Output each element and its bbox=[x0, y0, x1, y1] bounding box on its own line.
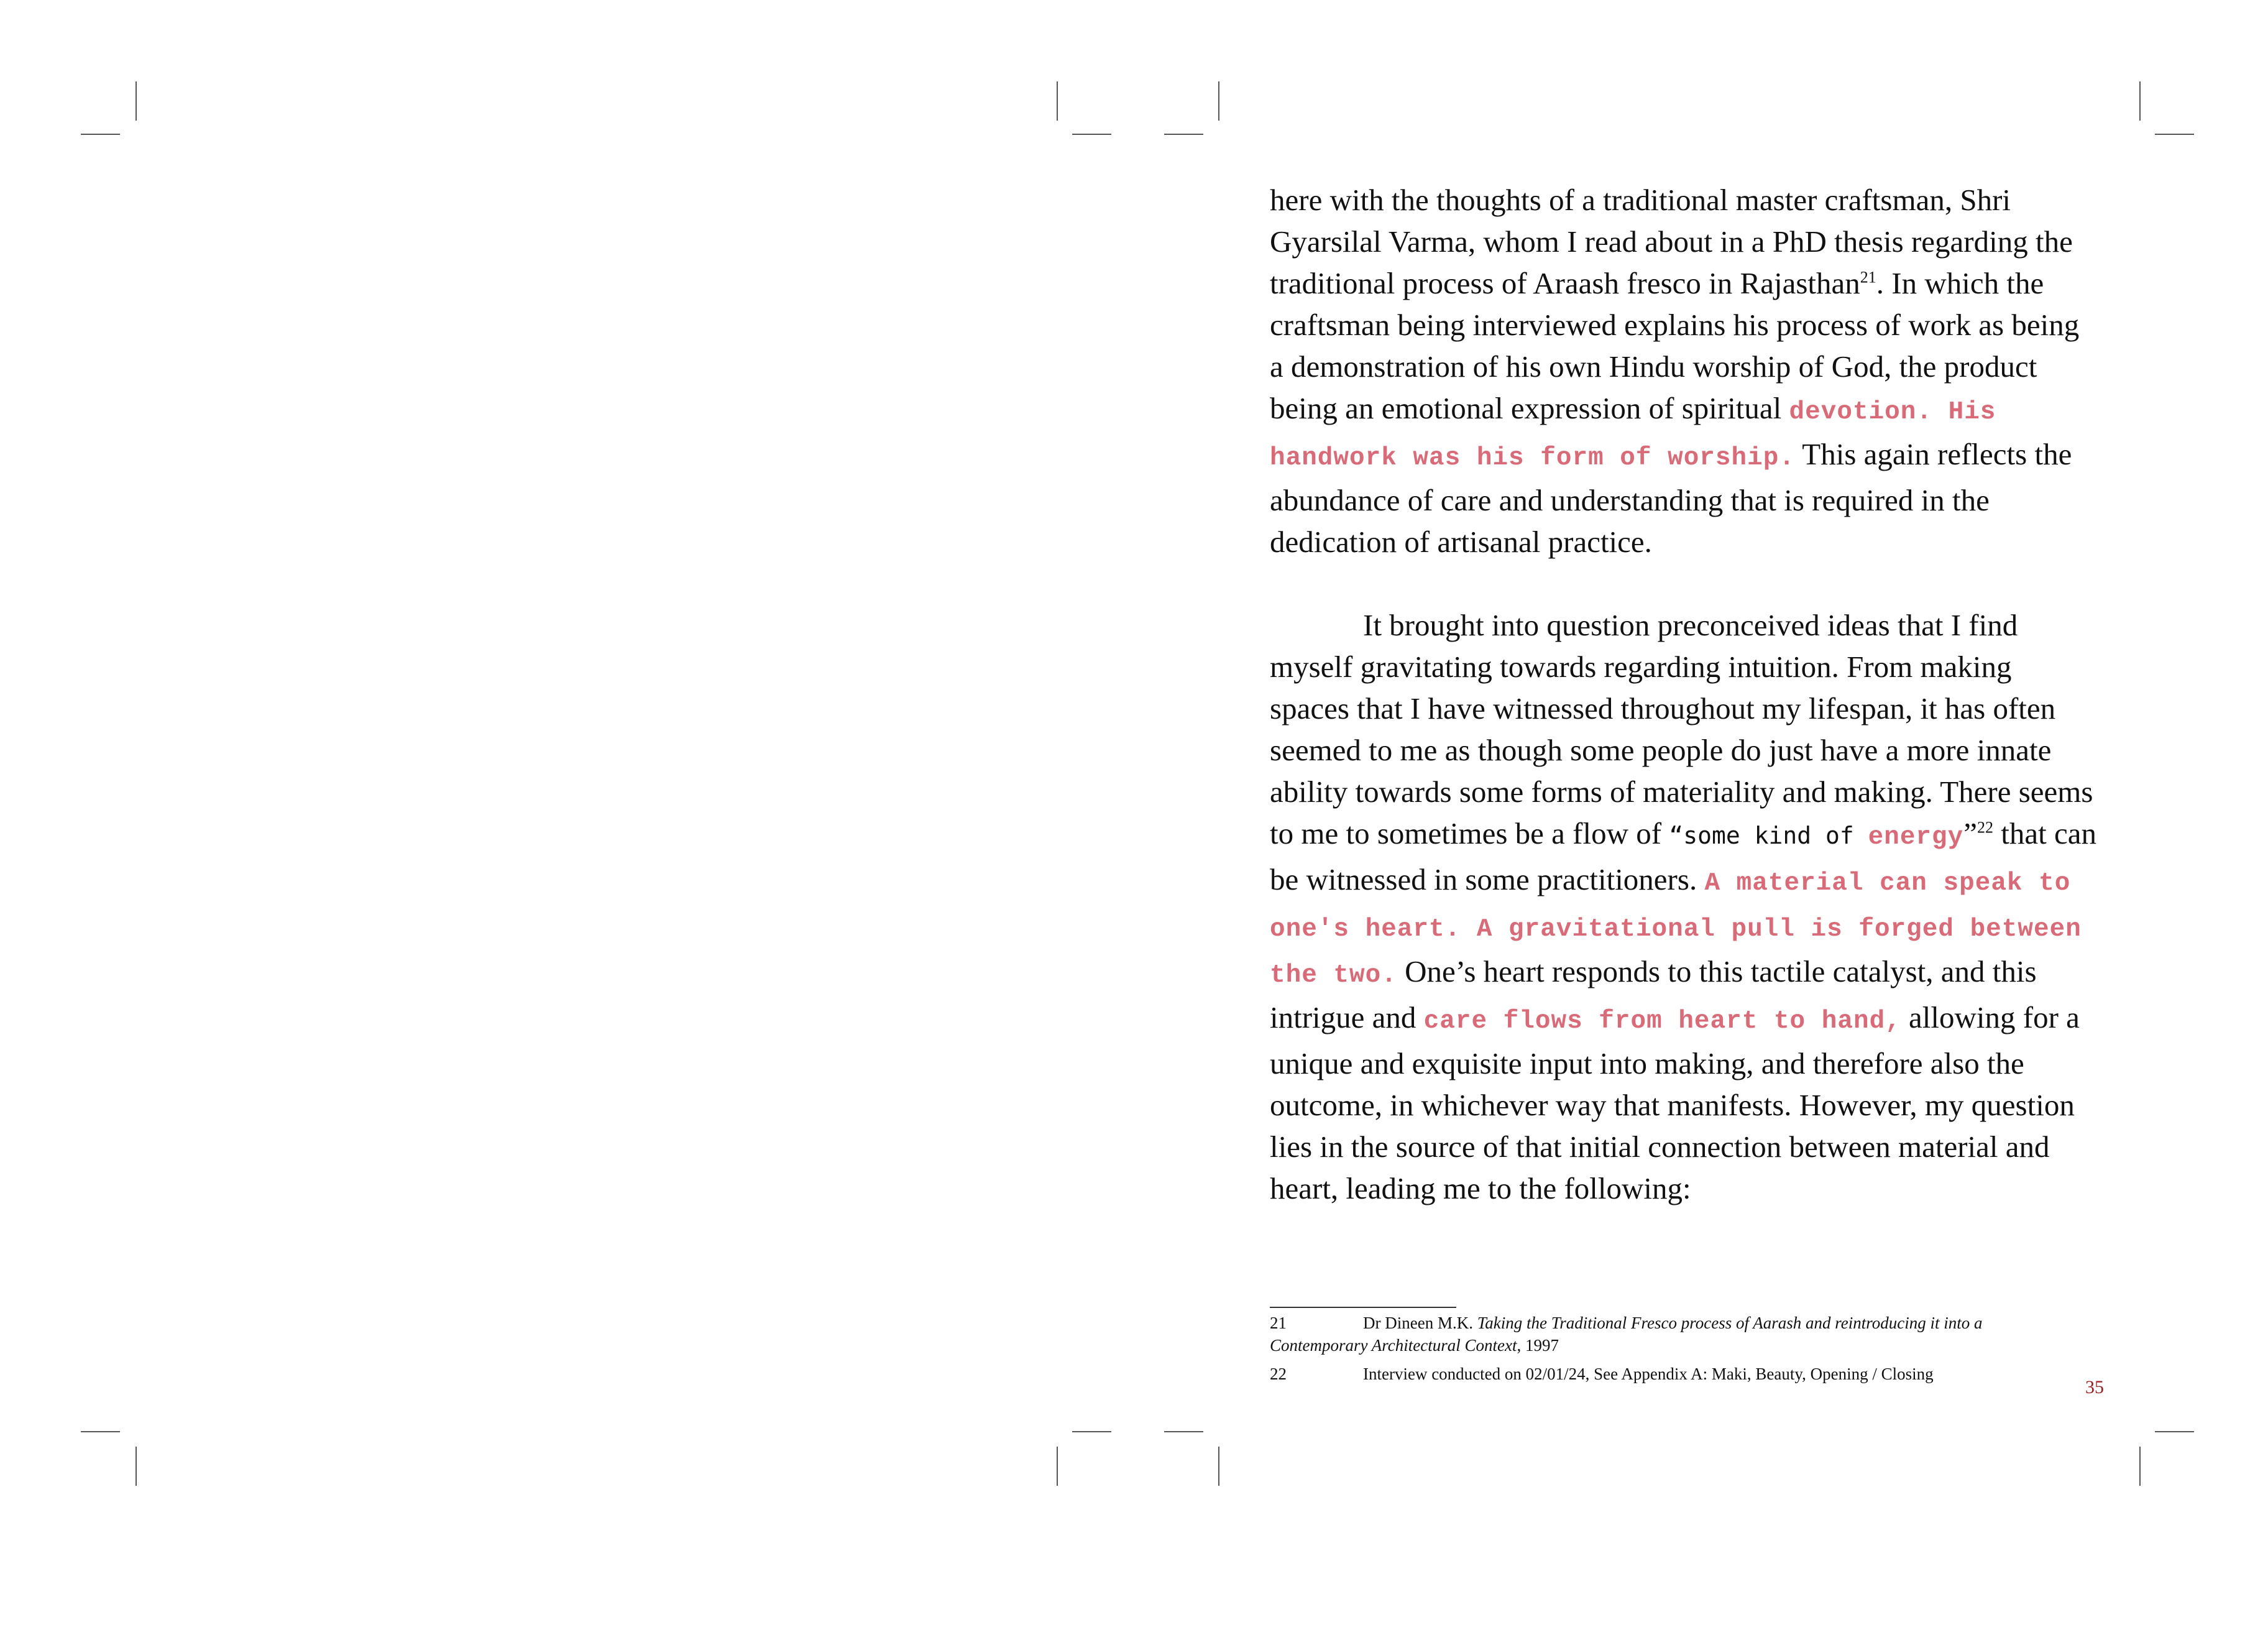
crop-mark bbox=[1218, 81, 1219, 121]
crop-mark bbox=[1057, 81, 1058, 121]
crop-mark bbox=[1072, 134, 1111, 135]
body-text bbox=[1270, 179, 2096, 1209]
interview-quote: “some kind of bbox=[1669, 822, 1868, 849]
footnote-number: 21 bbox=[1270, 1314, 1287, 1332]
paragraph-text: here with the thoughts of a traditional master craftsman, Shri Gyarsilal Varma, whom I read about in a PhD thesis regarding the traditional process of Araash fresco in Rajasthan bbox=[1270, 183, 2073, 300]
paragraph-text: allowing for a unique and exquisite input into making, and therefore also the outcome, in whichever way that manifests. However, my question lies in the source of that initial connection between material and heart, leading me to the following: bbox=[1270, 1000, 2080, 1205]
page-number: 35 bbox=[2085, 1377, 2104, 1397]
stamped-phrase: A material can speak to one's heart. A gravitational pull is forged between the two. bbox=[1270, 869, 2082, 990]
stamped-phrase: care flows from heart to hand, bbox=[1423, 1007, 1901, 1036]
footnote-divider bbox=[1270, 1307, 1456, 1308]
crop-mark bbox=[135, 1447, 137, 1486]
paragraph-text: . In which the craftsman being interviewed explains his process of work as being a demonstration of his own Hindu worship of God, the product being an emotional expression of spiritual bbox=[1270, 266, 2080, 425]
footnote-21 bbox=[1270, 1312, 2078, 1356]
stamped-phrase: devotion. His handwork was his form of worship. bbox=[1270, 398, 1996, 472]
crop-mark bbox=[1164, 134, 1203, 135]
footnote-22 bbox=[1270, 1363, 2078, 1385]
paragraph-1 bbox=[1270, 179, 2096, 563]
footnote-ref-22[interactable]: 22 bbox=[1976, 818, 1993, 837]
footnote-author: Dr Dineen M.K. bbox=[1363, 1314, 1477, 1332]
crop-mark bbox=[81, 1431, 120, 1432]
crop-mark bbox=[2155, 134, 2194, 135]
crop-mark bbox=[1164, 1431, 1203, 1432]
crop-mark bbox=[1072, 1431, 1111, 1432]
quote-close: ” bbox=[1963, 816, 1977, 850]
crop-mark bbox=[1218, 1447, 1219, 1486]
paragraph-text: This again reflects the abundance of care and understanding that is required in the dedication of artisanal practice. bbox=[1270, 437, 2072, 559]
crop-mark bbox=[2155, 1431, 2194, 1432]
crop-mark bbox=[2139, 81, 2141, 121]
crop-mark bbox=[1057, 1447, 1058, 1486]
footnote-text: Interview conducted on 02/01/24, See Appendix A: Maki, Beauty, Opening / Closing bbox=[1363, 1365, 1934, 1383]
footnote-year: , 1997 bbox=[1517, 1336, 1559, 1355]
footnote-ref-21[interactable]: 21 bbox=[1860, 268, 1876, 287]
crop-mark bbox=[135, 81, 137, 121]
paragraph-2 bbox=[1270, 604, 2096, 1209]
footnote-title: Taking the Traditional Fresco process of Aarash and reintroducing it into a Contemporary Architectural Context bbox=[1270, 1314, 1983, 1355]
left-page bbox=[135, 134, 1058, 1432]
crop-mark bbox=[81, 134, 120, 135]
stamped-word: energy bbox=[1868, 823, 1964, 852]
footnote-number: 22 bbox=[1270, 1365, 1287, 1383]
footnotes bbox=[1270, 1312, 2078, 1391]
crop-mark bbox=[2139, 1447, 2141, 1486]
paragraph-text: It brought into question preconceived ideas that I find myself gravitating towards regarding intuition. From making spaces that I have witnessed throughout my lifespan, it has often seemed to me as though some people do just have a more innate ability towards some forms of materiality and making. There seems to me to sometimes be a flow of bbox=[1270, 608, 2093, 850]
paragraph-text: that can be witnessed in some practitioners. bbox=[1270, 816, 2096, 896]
paragraph-text: One’s heart responds to this tactile catalyst, and this intrigue and bbox=[1270, 954, 2037, 1034]
